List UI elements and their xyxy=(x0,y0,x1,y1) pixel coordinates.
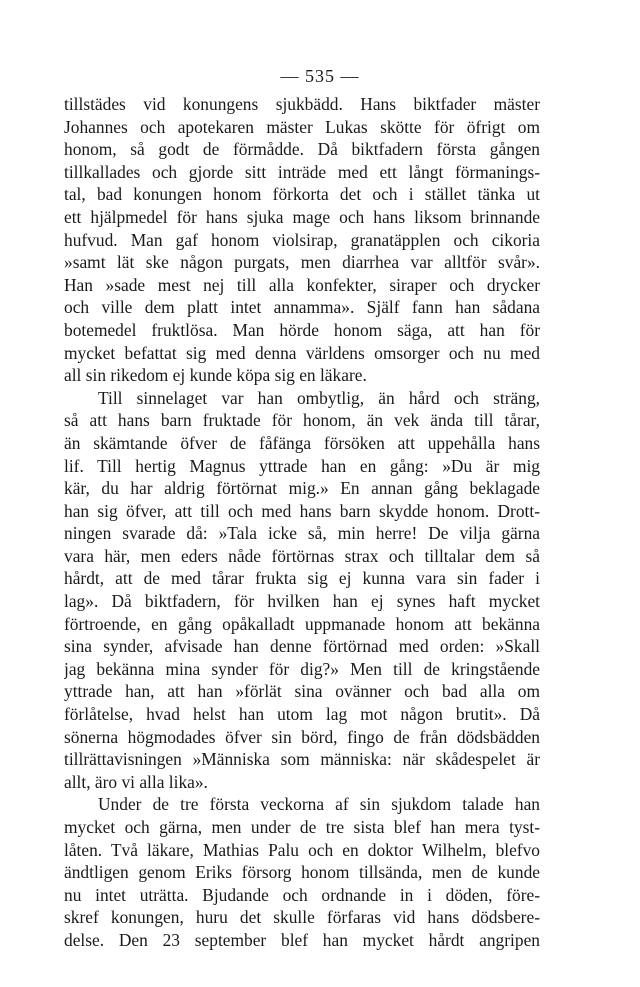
text-line: jag bekänna mina synder för dig?» Men till de kringstående xyxy=(64,658,540,679)
text-line: tal, bad konungen honom förkorta det och i stället tänka ut xyxy=(64,184,540,205)
text-line: Under de tre första veckorna af sin sjukdom talade han xyxy=(98,794,540,815)
text-line: Johannes och apotekaren mäster Lukas skötte för öfrigt om xyxy=(64,116,540,137)
text-line: Han »sade mest nej till alla konfekter, siraper och drycker xyxy=(64,274,540,295)
text-line: delse. Den 23 september blef han mycket hårdt angripen xyxy=(64,929,540,950)
text-line: all sin rikedom ej kunde köpa sig en läkare. xyxy=(64,365,367,386)
text-line: ningen svarade då: »Tala icke så, min herre! De vilja gärna xyxy=(64,523,540,544)
text-line: lag». Då biktfadern, för hvilken han ej synes haft mycket xyxy=(64,591,540,612)
text-line: förlåtelse, hvad helst han utom lag mot någon brutit». Då xyxy=(64,704,540,725)
body-text xyxy=(64,93,540,952)
text-line: sina synder, afvisade han denne förtörnad med orden: »Skall xyxy=(64,636,540,657)
text-line: tillkallades och gjorde sitt inträde med ett långt förmanings- xyxy=(64,161,540,182)
text-line: ändtligen genom Eriks försorg honom tillsända, men de kunde xyxy=(64,862,540,883)
text-line: kär, du har aldrig förtörnat mig.» En annan gång beklagade xyxy=(64,478,540,499)
text-line: botemedel fruktlösa. Man hörde honom säga, att han för xyxy=(64,319,540,340)
text-line: än skämtande öfver de fåfänga försöken att uppehålla hans xyxy=(64,432,540,453)
text-line: så att hans barn fruktade för honom, än vek ända till tårar, xyxy=(64,410,540,431)
text-line: yttrade han, att han »förlät sina ovänner och bad alla om xyxy=(64,681,540,702)
text-line: ett hjälpmedel för hans sjuka mage och hans liksom brinnande xyxy=(64,206,540,227)
text-line: Till sinnelaget var han ombytlig, än hård och sträng, xyxy=(98,387,540,408)
text-line: hufvud. Man gaf honom violsirap, granatäpplen och cikoria xyxy=(64,229,540,250)
text-line: han sig öfver, att till och med hans barn skydde honom. Drott- xyxy=(64,500,540,521)
text-line: vara här, men eders nåde förtörnas strax och tilltalar dem så xyxy=(64,545,540,566)
page-number: — 535 — xyxy=(280,66,360,86)
text-line: tillstädes vid konungens sjukbädd. Hans biktfader mäster xyxy=(64,94,540,114)
text-line: honom, så godt de förmådde. Då biktfadern första gången xyxy=(64,139,540,160)
text-line: förtroende, en gång opåkalladt uppmanade honom att bekänna xyxy=(64,613,540,634)
text-line: »samt lät ske någon purgats, men diarrhea var alltför svår». xyxy=(64,252,540,273)
text-line: allt, äro vi alla lika». xyxy=(64,771,208,792)
text-line: lif. Till hertig Magnus yttrade han en gång: »Du är mig xyxy=(64,455,540,476)
text-line: och ville dem platt intet annamma». Själf fann han sådana xyxy=(64,297,540,318)
text-line: sönerna högmodades öfver sin börd, fingo de från dödsbädden xyxy=(64,726,540,747)
text-line: låten. Två läkare, Mathias Palu och en doktor Wilhelm, blefvo xyxy=(64,839,540,860)
text-line: mycket och gärna, men under de tre sista blef han mera tyst- xyxy=(64,817,540,837)
text-line: nu intet uträtta. Bjudande och ordnande in i döden, före- xyxy=(64,884,540,905)
text-line: hårdt, att de med tårar frukta sig ej kunna vara sin fader i xyxy=(64,568,540,589)
text-line: tillrättavisningen »Människa som människa: när skådespelet är xyxy=(64,749,540,770)
text-line: skref konungen, huru det skulle förfaras vid hans dödsbere- xyxy=(64,907,540,928)
text-line: mycket befattat sig med denna världens omsorger och nu med xyxy=(64,342,540,363)
